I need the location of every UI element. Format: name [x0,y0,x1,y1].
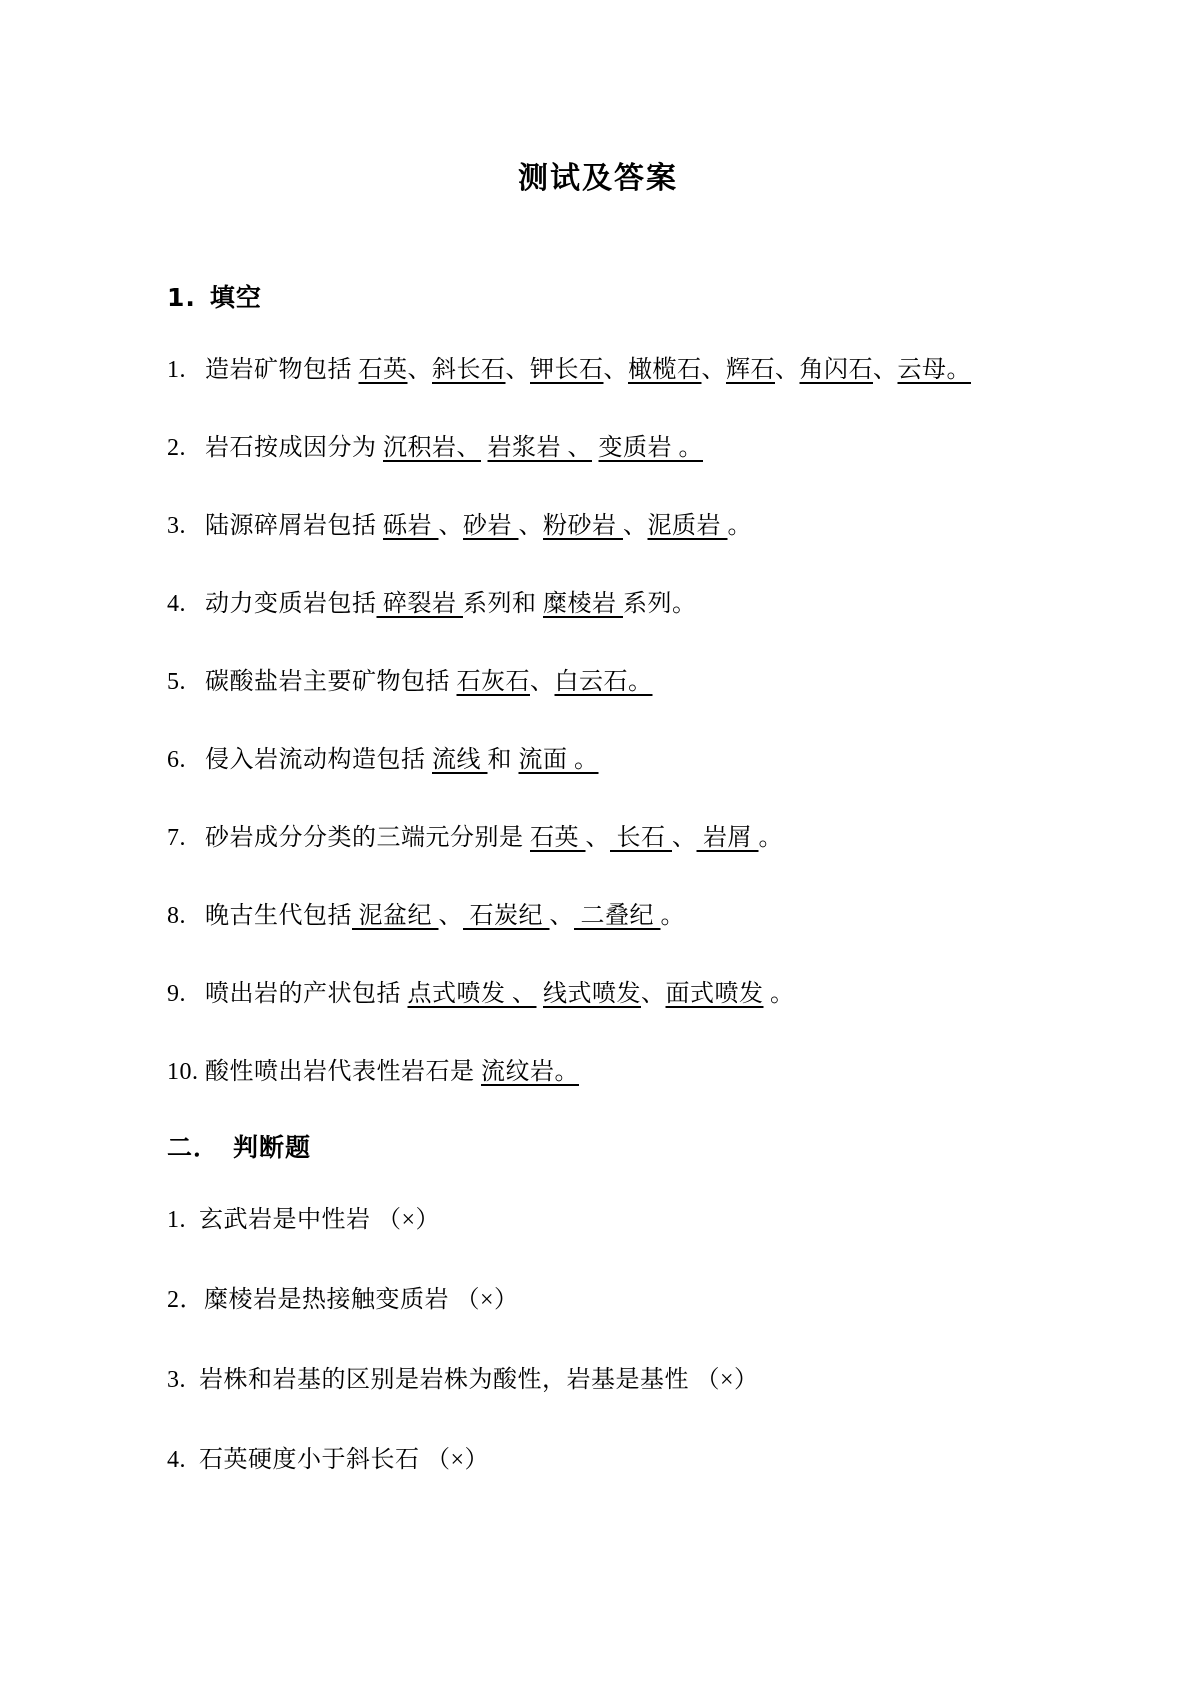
question-text: 、 [505,357,530,383]
item-text [205,899,1029,933]
item-number: 2． [167,1287,204,1313]
item-text [205,509,1029,543]
question-text: 玄武岩是中性岩 （×） [199,1207,441,1233]
item-text [199,1203,1029,1237]
item-text [205,977,1029,1011]
fill-in-blank-item [167,821,1029,855]
answer-blank: 长石 [610,825,672,851]
answer-blank: 面式喷发 [665,981,764,1007]
question-text: 。 [763,981,795,1007]
question-text: 晚古生代包括 [205,903,352,929]
fill-in-blank-item [167,743,1029,777]
section-fill-in-blanks [167,283,1029,1089]
question-text: 、 [641,981,666,1007]
answer-blank: 云母。 [897,357,971,383]
item-text [205,743,1029,777]
answer-blank: 砾岩 [383,513,439,539]
answer-blank: 沉积岩、 [383,435,481,461]
question-text: 酸性喷出岩代表性岩石是 [205,1059,481,1085]
section1-heading [167,283,1029,313]
answer-blank: 二叠纪 [574,903,661,929]
question-text: 动力变质岩包括 [205,591,377,617]
question-text: 、 [701,357,726,383]
section2-heading-label: 判断题 [233,1133,312,1162]
question-text: 岩株和岩基的区别是岩株为酸性，岩基是基性 （×） [199,1367,759,1393]
question-text: 。 [758,825,783,851]
item-text [205,665,1029,699]
question-text: 陆源碎屑岩包括 [205,513,383,539]
true-false-item [167,1283,1029,1317]
question-text: 砂岩成分分类的三端元分别是 [205,825,530,851]
fill-in-blank-item [167,665,1029,699]
fill-in-blank-item [167,509,1029,543]
answer-blank: 泥质岩 [647,513,728,539]
question-text: 岩石按成因分为 [205,435,383,461]
item-number: 5. [167,669,186,695]
answer-blank: 辉石 [726,357,775,383]
answer-blank: 橄榄石 [628,357,702,383]
fill-in-blank-item [167,587,1029,621]
fill-in-blank-item [167,353,1029,387]
answer-blank: 碎裂岩 [376,591,463,617]
question-text: 、 [873,357,898,383]
question-text: 、 [438,513,463,539]
item-number: 7. [167,825,186,851]
section2-heading-number: 二． [167,1133,220,1162]
question-text: 喷出岩的产状包括 [205,981,408,1007]
item-text [199,1363,1029,1397]
question-text: 、 [518,513,543,539]
question-text: 、 [549,903,574,929]
item-text [205,431,1029,465]
question-text: 、 [775,357,800,383]
question-text: 系列。 [623,591,697,617]
answer-blank: 流面 。 [518,747,599,773]
item-number: 1. [167,1207,186,1233]
answer-blank: 岩屑 [696,825,759,851]
fill-in-blank-item [167,899,1029,933]
answer-blank: 糜棱岩 [543,591,623,617]
item-number: 4. [167,591,186,617]
question-text: 系列和 [463,591,543,617]
item-text [205,587,1029,621]
answer-blank: 岩浆岩 、 [487,435,592,461]
item-number: 3. [167,513,186,539]
item-number: 10. [167,1059,199,1085]
question-text: 侵入岩流动构造包括 [205,747,432,773]
answer-blank: 流纹岩。 [481,1059,579,1085]
item-number: 8. [167,903,186,929]
item-number: 3. [167,1367,186,1393]
answer-blank: 角闪石 [799,357,873,383]
section-true-false [167,1133,1029,1477]
item-number: 9. [167,981,186,1007]
section1-items [167,353,1029,1089]
answer-blank: 白云石。 [554,669,653,695]
fill-in-blank-item [167,431,1029,465]
question-text: 。 [660,903,685,929]
answer-blank: 砂岩 [463,513,519,539]
answer-blank: 钾长石 [530,357,604,383]
question-text: 、 [672,825,697,851]
page-title: 测试及答案 [518,161,678,196]
answer-blank: 粉砂岩 [543,513,623,539]
question-text: 造岩矿物包括 [205,357,359,383]
section1-heading-number: 1. [167,283,196,312]
item-number: 1. [167,357,186,383]
question-text: 、 [623,513,648,539]
answer-blank: 石炭纪 [463,903,550,929]
question-text: 碳酸盐岩主要矿物包括 [205,669,457,695]
true-false-item [167,1443,1029,1477]
fill-in-blank-item [167,1055,1029,1089]
item-number: 6. [167,747,186,773]
question-text: 。 [727,513,752,539]
true-false-item [167,1203,1029,1237]
question-text: 、 [585,825,610,851]
question-text: 、 [603,357,628,383]
section2-heading [167,1133,1029,1163]
fill-in-blank-item [167,977,1029,1011]
item-text [205,1055,1029,1089]
answer-blank: 线式喷发 [543,981,641,1007]
item-number: 2. [167,435,186,461]
true-false-item [167,1363,1029,1397]
answer-blank: 石灰石 [456,669,530,695]
answer-blank: 石英 [530,825,586,851]
question-text: 和 [487,747,519,773]
question-text: 、 [407,357,432,383]
item-text [199,1443,1029,1477]
answer-blank: 泥盆纪 [352,903,439,929]
item-number: 4. [167,1447,186,1473]
section2-items [167,1203,1029,1477]
question-text: 石英硬度小于斜长石 （×） [199,1447,490,1473]
answer-blank: 斜长石 [432,357,506,383]
question-text: 、 [438,903,463,929]
section1-heading-label: 填空 [209,283,262,312]
question-text: 糜棱岩是热接触变质岩 （×） [204,1287,519,1313]
answer-blank: 变质岩 。 [598,435,703,461]
item-text [205,821,1029,855]
answer-blank: 流线 [432,747,488,773]
answer-blank: 点式喷发 、 [407,981,537,1007]
question-text: 、 [530,669,555,695]
item-text [204,1283,1029,1317]
answer-blank: 石英 [358,357,408,383]
item-text [205,353,1029,387]
